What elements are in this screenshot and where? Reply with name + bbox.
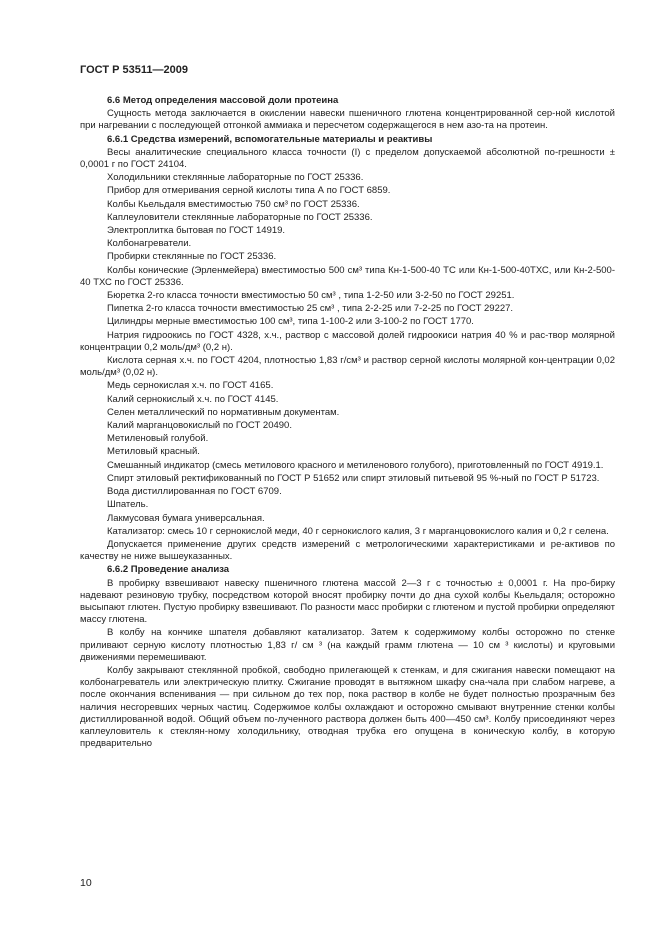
paragraph: Селен металлический по нормативным документам.	[107, 406, 340, 418]
paragraph: Калий сернокислый х.ч. по ГОСТ 4145.	[107, 393, 279, 405]
paragraph: Колбу закрывают стеклянной пробкой, свободно прилегающей к стенкам, и для сжигания навески помещают на колбонагреватель или электрическую плитку. Сжигание проводят в вытяжном шкафу сна-чала при слабом нагреве, а после окончания вспенивания — при сильном до тех пор, пока раствор в колбе не будет полностью прозрачным без наличия несгоревших черных частиц. Содержимое колбы охлаждают и осторожно смывают внутренние стенки колбы дистиллированной водой. Общий объем по-лученного раствора должен быть 400—450 см³. Колбу присоединяют через каплеуловитель к стеклян-ному холодильнику, отводная трубка его опущена в коническую колбу, в которую предварительно	[80, 664, 615, 750]
paragraph: Бюретка 2-го класса точности вместимостью 50 см³ , типа 1-2-50 или 3-2-50 по ГОСТ 29251.	[107, 290, 515, 302]
paragraph: Сущность метода заключается в окислении навески пшеничного глютена концентрированной сер-ной кислотой при нагревании с последующей отгонкой аммиака и пересчетом содержащегося в нем азо-та на протеин.	[80, 108, 615, 132]
paragraph: Весы аналитические специального класса точности (I) с пределом допускаемой абсолютной по-грешности ± 0,0001 г по ГОСТ 24104.	[80, 146, 615, 171]
paragraph: Колбы конические (Эрленмейера) вместимостью 500 см³ типа Кн-1-500-40 ТС или Кн-1-500-40ТХС, или Кн-2-500-40 ТХС по ГОСТ 25336.	[80, 264, 615, 288]
paragraph: Электроплитка бытовая по ГОСТ 14919.	[107, 225, 286, 237]
paragraph: Натрия гидроокись по ГОСТ 4328, х.ч., раствор с массовой долей гидроокиси натрия 40 % и рас-твор молярной концентрации 0,2 моль/дм³ (0,2 н).	[80, 329, 615, 353]
section-heading: 6.6.2 Проведение анализа	[107, 564, 230, 576]
paragraph: Вода дистиллированная по ГОСТ 6709.	[107, 486, 282, 498]
paragraph: Каплеуловители стеклянные лабораторные по ГОСТ 25336.	[107, 211, 373, 223]
paragraph: Колбы Кьельдаля вместимостью 750 см³ по ГОСТ 25336.	[107, 198, 360, 210]
paragraph: Цилиндры мерные вместимостью 100 см³, типа 1-100-2 или 3-100-2 по ГОСТ 1770.	[107, 316, 474, 328]
paragraph: Колбонагреватели.	[107, 238, 192, 250]
paragraph: Катализатор: смесь 10 г сернокислой меди, 40 г сернокислого калия, 3 г марганцовокислого калия и 0,2 г селена.	[107, 525, 609, 537]
paragraph: Лакмусовая бумага универсальная.	[107, 512, 265, 524]
paragraph: Прибор для отмеривания серной кислоты типа А по ГОСТ 6859.	[107, 185, 391, 197]
paragraph: Шпатель.	[107, 499, 149, 511]
paragraph: Медь сернокислая х.ч. по ГОСТ 4165.	[107, 380, 274, 392]
paragraph: Калий марганцовокислый по ГОСТ 20490.	[107, 420, 292, 432]
paragraph: Пробирки стеклянные по ГОСТ 25336.	[107, 251, 277, 263]
document-header: ГОСТ Р 53511—2009	[80, 64, 188, 76]
section-heading: 6.6 Метод определения массовой доли протеина	[107, 95, 339, 106]
page-number: 10	[80, 877, 92, 889]
paragraph: В пробирку взвешивают навеску пшеничного глютена массой 2—3 г с точностью ± 0,0001 г. На про-бирку надевают резиновую трубку, посредством которой вносят пробирку почти до дна сухой колбы Кьельдаля; осторожно высыпают глютен. Пустую пробирку взвешивают. По разности масс пробирки с глютеном и пустой пробирки определяют массу глютена.	[80, 577, 615, 626]
paragraph: Спирт этиловый ректификованный по ГОСТ Р 51652 или спирт этиловый питьевой 95 %-ный по ГОСТ Р 51723.	[107, 472, 600, 484]
paragraph: Метиловый красный.	[107, 446, 200, 458]
paragraph: Холодильники стеклянные лабораторные по ГОСТ 25336.	[107, 172, 364, 184]
paragraph: В колбу на кончике шпателя добавляют катализатор. Затем к содержимому колбы осторожно по стенке приливают серную кислоту плотностью 1,83 г/ см ³ (на каждый грамм глютена — 10 см ³ кислоты) и круговыми движениями перемешивают.	[80, 627, 615, 663]
document-body	[80, 95, 615, 751]
section-heading: 6.6.1 Средства измерений, вспомогательные материалы и реактивы	[107, 133, 433, 145]
paragraph: Пипетка 2-го класса точности вместимостью 25 см³ , типа 2-2-25 или 7-2-25 по ГОСТ 29227.	[107, 303, 514, 315]
paragraph: Смешанный индикатор (смесь метилового красного и метиленового голубого), приготовленный по ГОСТ 4919.1.	[107, 459, 604, 471]
paragraph: Кислота серная х.ч. по ГОСТ 4204, плотностью 1,83 г/см³ и раствор серной кислоты молярной кон-центрации 0,02 моль/дм³ (0,02 н).	[80, 355, 615, 379]
paragraph: Допускается применение других средств измерений с метрологическими характеристиками и ре-активов по качеству не ниже вышеуказанных.	[80, 538, 615, 563]
paragraph: Метиленовый голубой.	[107, 433, 209, 445]
